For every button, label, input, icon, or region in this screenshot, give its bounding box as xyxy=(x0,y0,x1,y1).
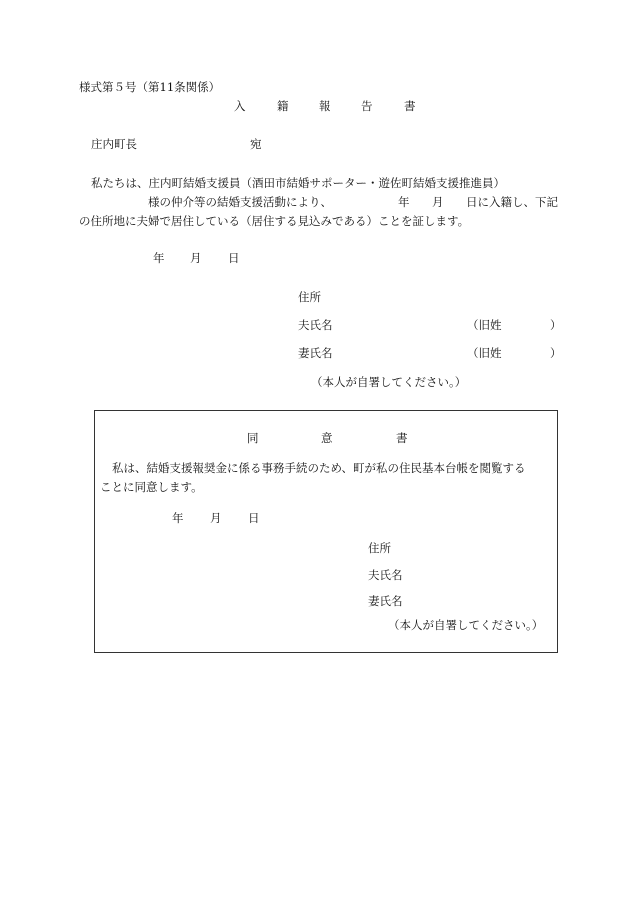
report-husband-label: 夫氏名 xyxy=(298,318,333,332)
consent-title-char-3: 書 xyxy=(396,431,408,445)
report-address-label: 住所 xyxy=(298,290,321,304)
consent-wife-label: 妻氏名 xyxy=(368,594,403,608)
report-wife-label: 妻氏名 xyxy=(298,346,333,360)
consent-body-line-1: 私は、結婚支援報奨金に係る事務手続のため、町が私の住民基本台帳を閲覧する xyxy=(112,461,526,475)
form-title-char-1: 入 xyxy=(234,99,246,113)
form-title-char-4: 告 xyxy=(361,99,373,113)
consent-address-label: 住所 xyxy=(368,541,391,555)
report-body-line-1: 私たちは、庄内町結婚支援員（酒田市結婚サポーター・遊佐町結婚支援推進員） xyxy=(91,176,505,190)
form-number: 様式第５号（第11条関係） xyxy=(79,80,221,94)
report-body-line-2a: 様の仲介等の結婚支援活動により、 xyxy=(148,195,332,209)
report-signature-note: （本人が自署してください。） xyxy=(311,375,467,389)
form-title-char-5: 書 xyxy=(404,99,416,113)
consent-box xyxy=(94,410,558,653)
addressee-suffix: 宛 xyxy=(250,137,262,151)
consent-date-day: 日 xyxy=(248,511,260,525)
consent-body-line-2: ことに同意します。 xyxy=(100,480,203,494)
report-husband-former-close: ） xyxy=(550,318,562,332)
report-wife-former-name: （旧姓 xyxy=(467,346,502,360)
form-title-char-3: 報 xyxy=(319,99,331,113)
addressee: 庄内町長 xyxy=(91,137,137,151)
report-body-line-3: の住所地に夫婦で居住している（居住する見込みである）ことを証します。 xyxy=(79,214,470,228)
report-date-year: 年 xyxy=(153,251,165,265)
report-date-day: 日 xyxy=(228,251,240,265)
report-body-day-rest: 日に入籍し、下記 xyxy=(466,195,558,209)
consent-title-char-1: 同 xyxy=(247,431,259,445)
report-wife-former-close: ） xyxy=(550,346,562,360)
consent-date-month: 月 xyxy=(210,511,222,525)
consent-date-year: 年 xyxy=(172,511,184,525)
report-husband-former-name: （旧姓 xyxy=(467,318,502,332)
report-body-year: 年 xyxy=(398,195,410,209)
consent-husband-label: 夫氏名 xyxy=(368,568,403,582)
form-title-char-2: 籍 xyxy=(277,99,289,113)
report-date-month: 月 xyxy=(190,251,202,265)
consent-title-char-2: 意 xyxy=(321,431,333,445)
consent-signature-note: （本人が自署してください。） xyxy=(388,618,544,632)
report-body-month: 月 xyxy=(432,195,444,209)
